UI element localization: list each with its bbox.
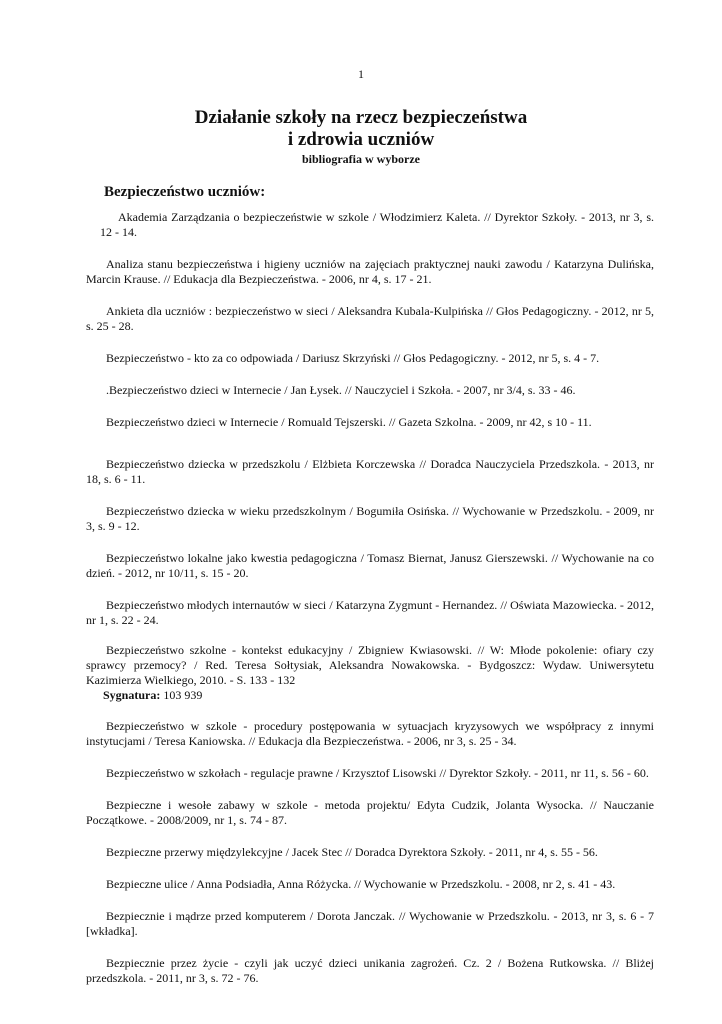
page-title: Działanie szkoły na rzecz bezpieczeństwa (194, 107, 528, 128)
page-number: 1 (358, 67, 364, 81)
bibliography-list (86, 210, 654, 986)
bibliography-entry: Bezpieczeństwo szkolne - kontekst edukacyjny / Zbigniew Kwiasowski. // W: Młode pokolenie: ofiary czy sprawcy przemocy? / Red. Teresa Sołtysiak, Aleksandra Nowakowska. - Bydgoszcz: Wydaw. Uniwersytetu Kazimierza Wielkiego, 2010. - S. 133 - 132 (86, 643, 654, 687)
bibliography-entry: .Bezpieczeństwo dzieci w Internecie / Jan Łysek. // Nauczyciel i Szkoła. - 2007, nr 3/4, s. 33 - 46. (106, 383, 576, 397)
bibliography-entry: Bezpieczeństwo dzieci w Internecie / Romuald Tejszerski. // Gazeta Szkolna. - 2009, nr 42, s 10 - 11. (106, 415, 592, 429)
bibliography-entry: Bezpieczeństwo dziecka w przedszkolu / Elżbieta Korczewska // Doradca Nauczyciela Przedszkola. - 2013, nr 18, s. 6 - 11. (86, 457, 654, 486)
bibliography-entry: Bezpieczne przerwy międzylekcyjne / Jacek Stec // Doradca Dyrektora Szkoły. - 2011, nr 4, s. 55 - 56. (106, 845, 598, 859)
page-subtitle: bibliografia w wyborze (302, 152, 420, 166)
page-title-line2: i zdrowia uczniów (287, 129, 435, 150)
bibliography-entry: Bezpieczne ulice / Anna Podsiadła, Anna Różycka. // Wychowanie w Przedszkolu. - 2008, nr 2, s. 41 - 43. (106, 877, 616, 891)
bibliography-entry: Bezpieczeństwo dziecka w wieku przedszkolnym / Bogumiła Osińska. // Wychowanie w Przedszkolu. - 2009, nr 3, s. 9 - 12. (86, 504, 654, 533)
bibliography-entry: Bezpiecznie i mądrze przed komputerem / Dorota Janczak. // Wychowanie w Przedszkolu. - 2013, nr 3, s. 6 - 7 [wkładka]. (86, 909, 654, 938)
signature-value: 103 939 (163, 688, 203, 702)
bibliography-entry: Bezpieczeństwo w szkole - procedury postępowania w sytuacjach kryzysowych we współpracy z innymi instytucjami / Teresa Kaniowska. // Edukacja dla Bezpieczeństwa. - 2006, nr 3, s. 25 - 34. (86, 719, 654, 748)
bibliography-entry: Bezpieczeństwo - kto za co odpowiada / Dariusz Skrzyński // Głos Pedagogiczny. - 2012, nr 5, s. 4 - 7. (106, 351, 600, 365)
bibliography-entry: Bezpieczeństwo młodych internautów w sieci / Katarzyna Zygmunt - Hernandez. // Oświata Mazowiecka. - 2012, nr 1, s. 22 - 24. (86, 598, 654, 627)
bibliography-entry: Bezpieczeństwo lokalne jako kwestia pedagogiczna / Tomasz Biernat, Janusz Gierszewski. // Wychowanie na co dzień. - 2012, nr 10/11, s. 15 - 20. (86, 551, 654, 580)
signature-line (86, 688, 654, 703)
signature-label: Sygnatura: (103, 688, 161, 702)
section-heading: Bezpieczeństwo uczniów: (104, 184, 266, 200)
bibliography-entry: Ankieta dla uczniów : bezpieczeństwo w sieci / Aleksandra Kubala-Kulpińska // Głos Pedagogiczny. - 2012, nr 5, s. 25 - 28. (86, 304, 654, 333)
title-block (0, 107, 722, 167)
bibliography-entry: Bezpieczne i wesołe zabawy w szkole - metoda projektu/ Edyta Cudzik, Jolanta Wysocka. // Nauczanie Początkowe. - 2008/2009, nr 1, s. 74 - 87. (86, 798, 654, 827)
bibliography-entry: Analiza stanu bezpieczeństwa i higieny uczniów na zajęciach praktycznej nauki zawodu / Katarzyna Dulińska, Marcin Krause. // Edukacja dla Bezpieczeństwa. - 2006, nr 4, s. 17 - 21. (86, 257, 654, 286)
bibliography-entry: Bezpiecznie przez życie - czyli jak uczyć dzieci unikania zagrożeń. Cz. 2 / Bożena Rutkowska. // Bliżej przedszkola. - 2011, nr 3, s. 72 - 76. (86, 956, 654, 985)
bibliography-entry: Akademia Zarządzania o bezpieczeństwie w szkole / Włodzimierz Kaleta. // Dyrektor Szkoły. - 2013, nr 3, s. 12 - 14. (100, 210, 654, 239)
bibliography-entry: Bezpieczeństwo w szkołach - regulacje prawne / Krzysztof Lisowski // Dyrektor Szkoły. - 2011, nr 11, s. 56 - 60. (106, 766, 649, 780)
